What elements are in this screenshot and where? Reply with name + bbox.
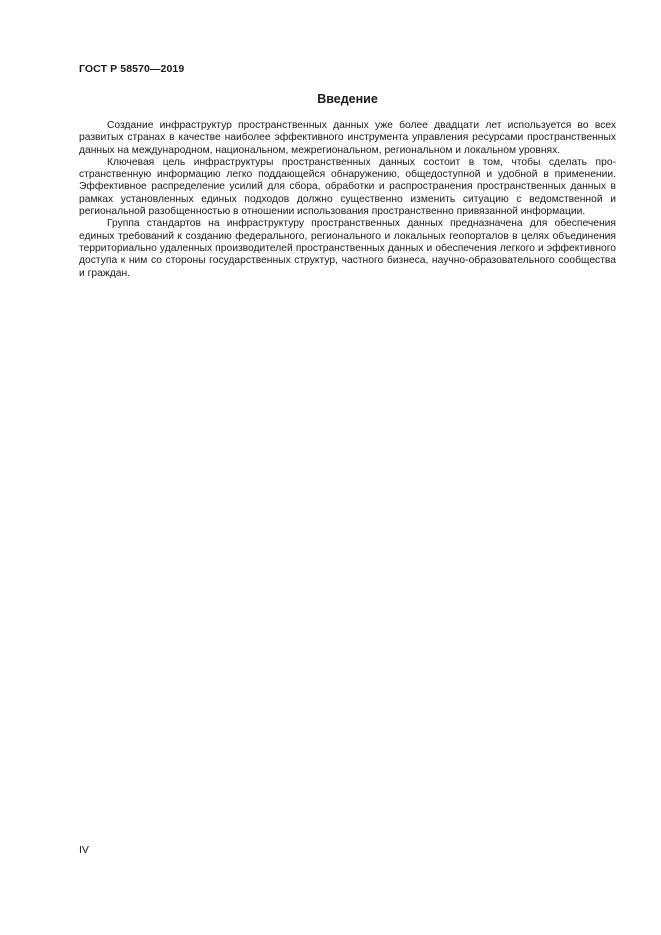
paragraph-1: Создание инфраструктур пространственных данных уже более двадцати лет используется во всех развитых странах в качестве наиболее эффективного инструмента управления ресурсами пространственных данных на международном, национальном, межрегиональном, региональном и локальном уровнях. [79,120,616,156]
paragraph-2: Ключевая цель инфраструктуры пространственных данных состоит в том, чтобы сделать пространственную информацию легко поддающейся обнаружению, общедоступной и удобной в применении. Эффективное распределение усилий для сбора, обработки и распространения пространственных данных в рамках установленных единых подходов должно существенно изменить ситуацию с ведомственной и региональной разобщенностью в отношении использования пространственно привязанной информации. [79,156,616,218]
section-title: Введение [317,92,378,106]
section-body [79,120,616,280]
page-number: IV [79,844,89,856]
document-code: ГОСТ Р 58570—2019 [79,63,185,75]
paragraph-3: Группа стандартов на инфраструктуру пространственных данных предназначена для обеспечения единых требований к созданию федерального, регионального и локальных геопорталов в целях объединения территориально удаленных производителей пространственных данных и обеспечения легкого и эффективного доступа к ним со стороны государственных структур, частного бизнеса, научно-образовательного сообщества и граждан. [79,218,616,279]
